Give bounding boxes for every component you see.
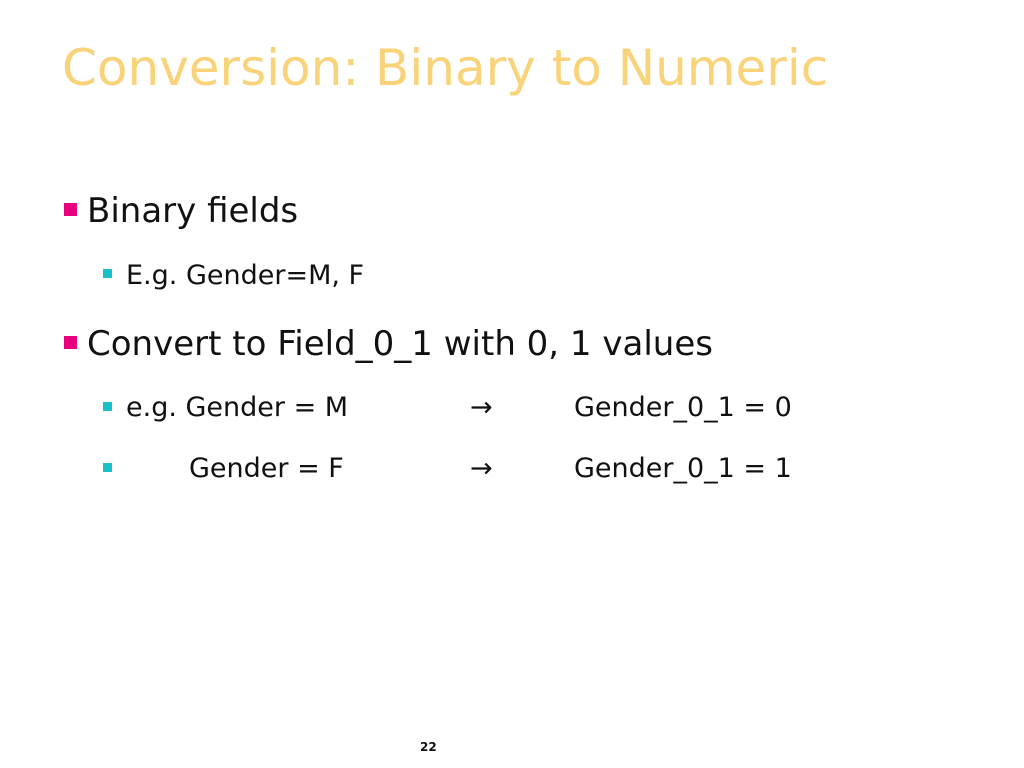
- right-arrow-icon: →: [470, 453, 493, 484]
- mapping-right-female: Gender_0_1 = 1: [574, 453, 792, 484]
- sub-bullet-gender-example: E.g. Gender=M, F: [126, 260, 365, 291]
- page-number: 22: [420, 740, 437, 754]
- square-bullet-icon: [103, 463, 112, 472]
- slide-title: Conversion: Binary to Numeric: [62, 39, 829, 97]
- square-bullet-icon: [64, 336, 77, 349]
- mapping-left-female: Gender = F: [189, 453, 344, 484]
- square-bullet-icon: [103, 269, 112, 278]
- right-arrow-icon: →: [470, 392, 493, 423]
- square-bullet-icon: [64, 203, 77, 216]
- mapping-left-male: e.g. Gender = M: [126, 392, 349, 423]
- bullet-convert-field: Convert to Field_0_1 with 0, 1 values: [87, 324, 713, 364]
- mapping-right-male: Gender_0_1 = 0: [574, 392, 792, 423]
- bullet-binary-fields: Binary fields: [87, 191, 299, 231]
- square-bullet-icon: [103, 402, 112, 411]
